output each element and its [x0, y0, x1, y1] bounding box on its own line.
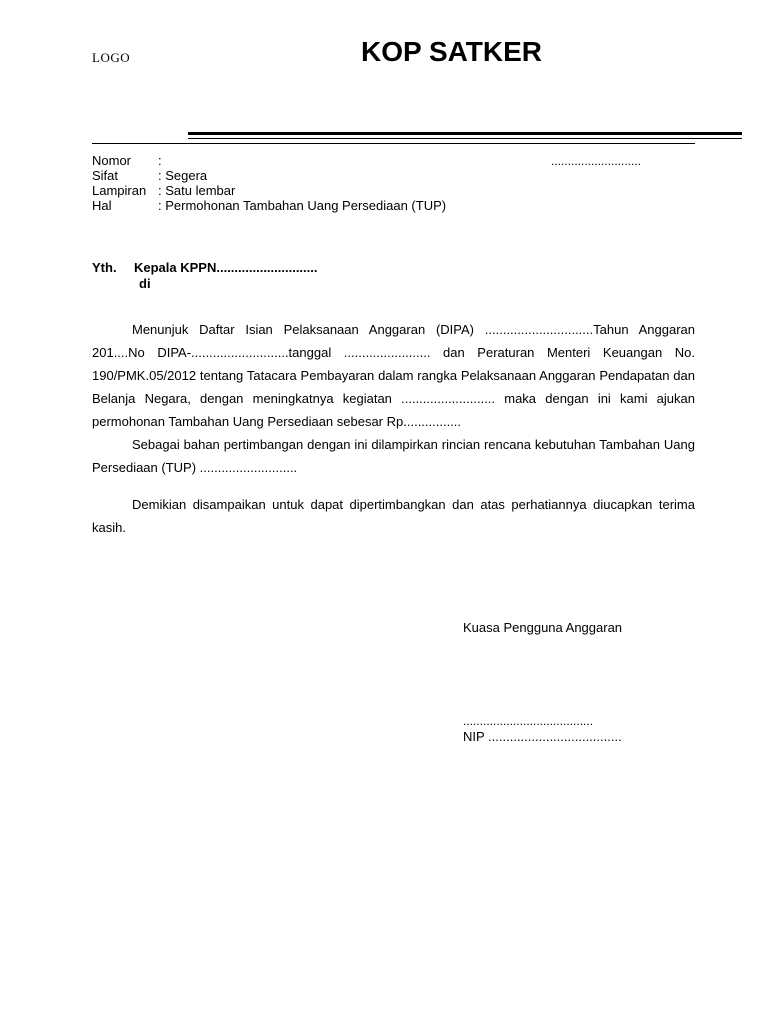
yth-label: Yth. [92, 260, 117, 275]
signature-nip: NIP ..................................... [463, 729, 622, 744]
logo-placeholder: LOGO [92, 50, 131, 65]
lampiran-value: : Satu lembar [158, 183, 236, 198]
paragraph-3-text: Demikian disampaikan untuk dapat dipertimbangkan dan atas perhatiannya diucapkan terima kasih. [92, 497, 695, 535]
lampiran-label: Lampiran [92, 183, 147, 198]
recipient-line [92, 260, 318, 276]
paragraph-2-text: Sebagai bahan pertimbangan dengan ini dilampirkan rincian rencana kebutuhan Tambahan Uang Persediaan (TUP) ........................... [92, 437, 695, 475]
meta-row-hal [92, 198, 702, 213]
paragraph-1 [92, 318, 695, 433]
paragraph-2 [92, 433, 695, 479]
letterhead-title: KOP SATKER [361, 36, 542, 67]
nomor-value: : [158, 153, 162, 168]
header-rule-left [92, 143, 695, 144]
signature-title: Kuasa Pengguna Anggaran [463, 620, 623, 635]
hal-value: : Permohonan Tambahan Uang Persediaan (TUP) [158, 198, 447, 213]
paragraph-3 [92, 493, 695, 539]
paragraph-1-text: Menunjuk Daftar Isian Pelaksanaan Anggaran (DIPA) ..............................Tahun Anggaran 201....No DIPA-...........................tanggal ........................ dan Peraturan Menteri Keuangan No. 190/PMK.05/2012 tentang Tatacara Pembayaran dalam rangka Pelaksanaan Anggaran Pendapatan dan Belanja Negara, dengan meningkatnya kegiatan .......................... maka dengan ini kami ajukan permohonan Tambahan Uang Persediaan sebesar Rp................ [92, 322, 695, 429]
meta-row-sifat [92, 168, 702, 183]
hal-label: Hal [92, 198, 112, 213]
signature-name-placeholder: ....................................... [463, 714, 594, 728]
nomor-label: Nomor [92, 153, 132, 168]
header-rule-thick [188, 132, 742, 135]
sifat-value: : Segera [158, 168, 208, 183]
meta-row-lampiran [92, 183, 702, 198]
sifat-label: Sifat [92, 168, 119, 183]
recipient-name: Kepala KPPN............................ [134, 260, 318, 275]
date-placeholder: ........................... [551, 154, 642, 168]
recipient-location: di [139, 276, 151, 291]
header-rule-thin [188, 138, 742, 139]
